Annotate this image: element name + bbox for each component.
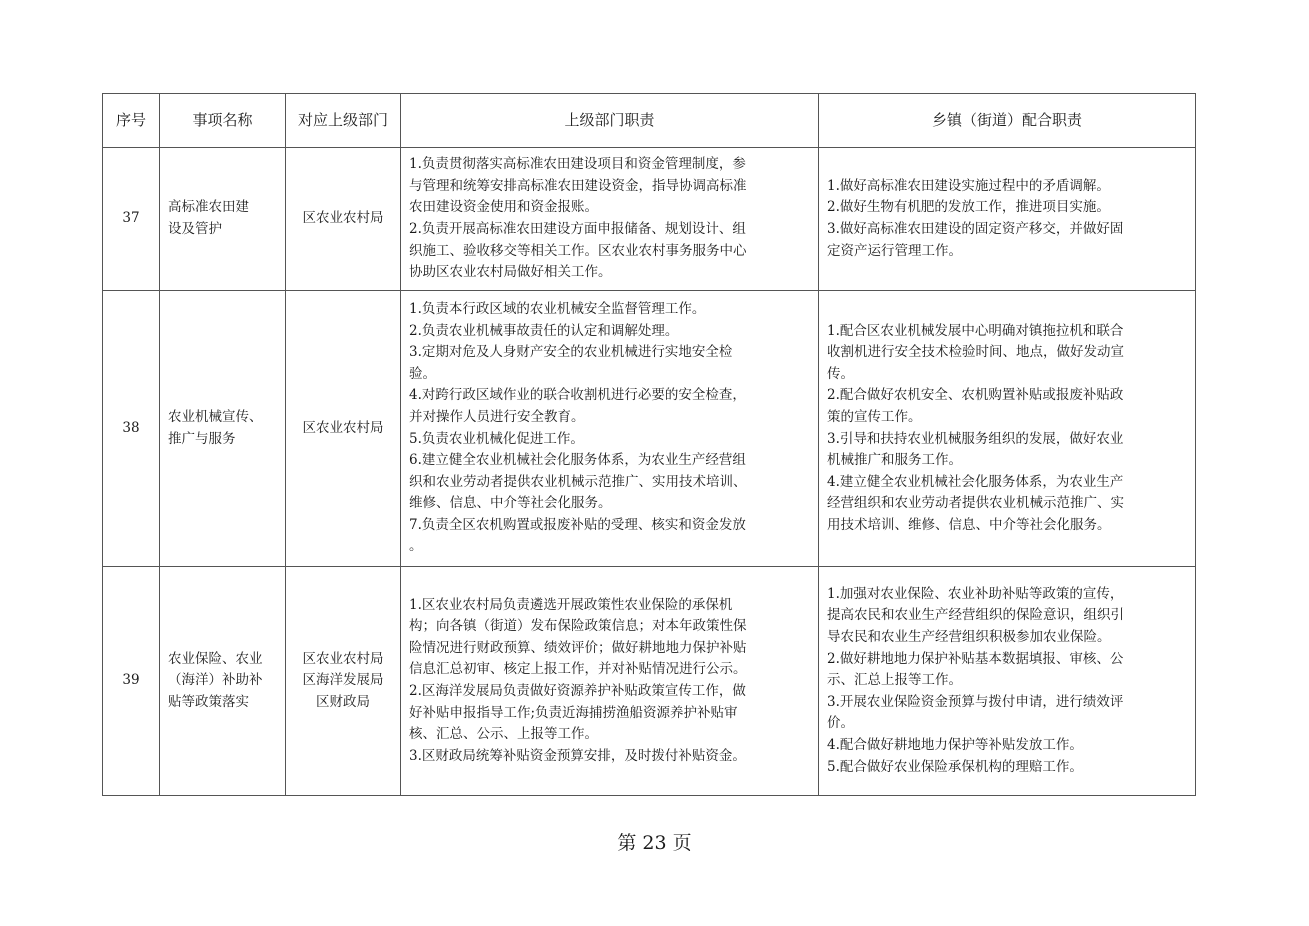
item-name — [160, 291, 286, 567]
duty-line: 策的宣传工作。 — [827, 408, 922, 425]
duty-line: 并对操作人员进行安全教育。 — [409, 408, 585, 425]
header-number: 序号 — [103, 94, 160, 148]
item-name — [160, 567, 286, 796]
duty-line: 5.负责农业机械化促进工作。 — [409, 430, 584, 447]
duty-line: 导农民和农业生产经营组织积极参加农业保险。 — [827, 629, 1111, 646]
duty-line: 示、汇总上报等工作。 — [827, 672, 962, 689]
duty-line: 1.加强对农业保险、农业补助补贴等政策的宣传， — [827, 585, 1124, 602]
item-name-line: 高标准农田建 — [168, 199, 249, 216]
town-duties — [819, 148, 1196, 291]
duty-line: 1.负责贯彻落实高标准农田建设项目和资金管理制度，参 — [409, 156, 746, 173]
duty-line: 构；向各镇（街道）发布保险政策信息；对本年政策性保 — [409, 618, 747, 635]
duty-line: 3.开展农业保险资金预算与拨付申请，进行绩效评 — [827, 693, 1124, 710]
duty-line: 传。 — [827, 365, 854, 382]
item-name-line: 设及管护 — [168, 221, 222, 237]
item-name-line: 农业保险、农业 — [168, 650, 263, 667]
responsibility-table — [102, 93, 1196, 796]
department-line: 区农业农村局 — [302, 650, 384, 667]
duty-line: 与管理和统筹安排高标准农田建设资金，指导协调高标准 — [409, 177, 747, 194]
row-number: 39 — [103, 567, 160, 796]
duty-line: 机械推广和服务工作。 — [827, 452, 962, 469]
duty-line: 3.引导和扶持农业机械服务组织的发展，做好农业 — [827, 430, 1124, 447]
duty-line: 维修、信息、中介等社会化服务。 — [409, 495, 612, 512]
duty-line: 。 — [409, 538, 423, 555]
duty-line: 2.区海洋发展局负责做好资源养护补贴政策宣传工作，做 — [409, 683, 746, 699]
duty-line: 7.负责全区农机购置或报废补贴的受理、核实和资金发放 — [409, 516, 746, 533]
duty-line: 险情况进行财政预算、绩效评价；做好耕地地力保护补贴 — [409, 639, 747, 656]
duty-line: 价。 — [827, 715, 854, 732]
duty-line: 2.做好耕地地力保护补贴基本数据填报、审核、公 — [827, 650, 1124, 667]
table-row — [103, 567, 1196, 796]
upper-duties — [401, 567, 819, 796]
duty-line: 3.定期对危及人身财产安全的农业机械进行实地安全检 — [409, 344, 733, 361]
duty-line: 验。 — [409, 365, 436, 382]
header-item-name: 事项名称 — [160, 94, 286, 148]
duty-line: 协助区农业农村局做好相关工作。 — [409, 264, 612, 281]
duty-line: 核、汇总、公示、上报等工作。 — [409, 726, 598, 743]
department-line: 区农业农村局 — [302, 419, 384, 436]
duty-line: 收割机进行安全技术检验时间、地点，做好发动宣 — [827, 344, 1124, 361]
header-upper-duties: 上级部门职责 — [401, 94, 819, 148]
duty-line: 2.做好生物有机肥的发放工作，推进项目实施。 — [827, 199, 1110, 216]
upper-duties — [401, 291, 819, 567]
duty-line: 5.配合做好农业保险承保机构的理赔工作。 — [827, 758, 1083, 775]
town-duties — [819, 291, 1196, 567]
table-row — [103, 291, 1196, 567]
duty-line: 织和农业劳动者提供农业机械示范推广、实用技术培训、 — [409, 473, 747, 490]
duty-line: 2.配合做好农机安全、农机购置补贴或报废补贴政 — [827, 387, 1124, 404]
row-number: 37 — [103, 148, 160, 291]
duty-line: 4.对跨行政区域作业的联合收割机进行必要的安全检查， — [409, 387, 746, 404]
department-line: 区海洋发展局 — [302, 672, 384, 689]
upper-department — [286, 567, 401, 796]
item-name-line: 贴等政策落实 — [168, 693, 249, 710]
table-row — [103, 148, 1196, 291]
town-duties — [819, 567, 1196, 796]
row-number: 38 — [103, 291, 160, 567]
upper-department — [286, 291, 401, 567]
item-name — [160, 148, 286, 291]
upper-duties — [401, 148, 819, 291]
duty-line: 1.区农业农村局负责遴选开展政策性农业保险的承保机 — [409, 596, 733, 613]
duty-line: 信息汇总初审、核定上报工作，并对补贴情况进行公示。 — [409, 661, 747, 678]
page-number: 第 23 页 — [617, 832, 692, 854]
duty-line: 1.做好高标准农田建设实施过程中的矛盾调解。 — [827, 177, 1110, 194]
duty-line: 经营组织和农业劳动者提供农业机械示范推广、实 — [827, 495, 1124, 512]
duty-line: 2.负责农业机械事故责任的认定和调解处理。 — [409, 322, 679, 339]
duty-line: 4.配合做好耕地地力保护等补贴发放工作。 — [827, 736, 1083, 753]
duty-line: 1.负责本行政区域的农业机械安全监督管理工作。 — [409, 300, 706, 317]
header-upper-department: 对应上级部门 — [286, 94, 401, 148]
duty-line: 2.负责开展高标准农田建设方面申报储备、规划设计、组 — [409, 221, 746, 237]
duty-line: 提高农民和农业生产经营组织的保险意识，组织引 — [827, 607, 1124, 624]
item-name-line: （海洋）补助补 — [168, 672, 263, 689]
duty-line: 3.做好高标准农田建设的固定资产移交，并做好固 — [827, 221, 1124, 237]
duty-line: 1.配合区农业机械发展中心明确对镇拖拉机和联合 — [827, 322, 1124, 339]
duty-line: 农田建设资金使用和资金报账。 — [409, 199, 598, 216]
department-line: 区财政局 — [316, 693, 370, 710]
duty-line: 3.区财政局统筹补贴资金预算安排，及时拨付补贴资金。 — [409, 747, 746, 764]
table-header-row — [103, 94, 1196, 148]
duty-line: 定资产运行管理工作。 — [827, 242, 962, 259]
duty-line: 好补贴申报指导工作;负责近海捕捞渔船资源养护补贴审 — [409, 704, 738, 721]
department-line: 区农业农村局 — [302, 210, 384, 227]
item-name-line: 推广与服务 — [168, 430, 236, 447]
duty-line: 6.建立健全农业机械社会化服务体系，为农业生产经营组 — [409, 452, 746, 469]
upper-department — [286, 148, 401, 291]
duty-line: 4.建立健全农业机械社会化服务体系，为农业生产 — [827, 473, 1124, 490]
header-town-duties: 乡镇（街道）配合职责 — [819, 94, 1196, 148]
duty-line: 织施工、验收移交等相关工作。区农业农村事务服务中心 — [409, 242, 747, 259]
item-name-line: 农业机械宣传、 — [168, 408, 263, 425]
duty-line: 用技术培训、维修、信息、中介等社会化服务。 — [827, 516, 1111, 533]
